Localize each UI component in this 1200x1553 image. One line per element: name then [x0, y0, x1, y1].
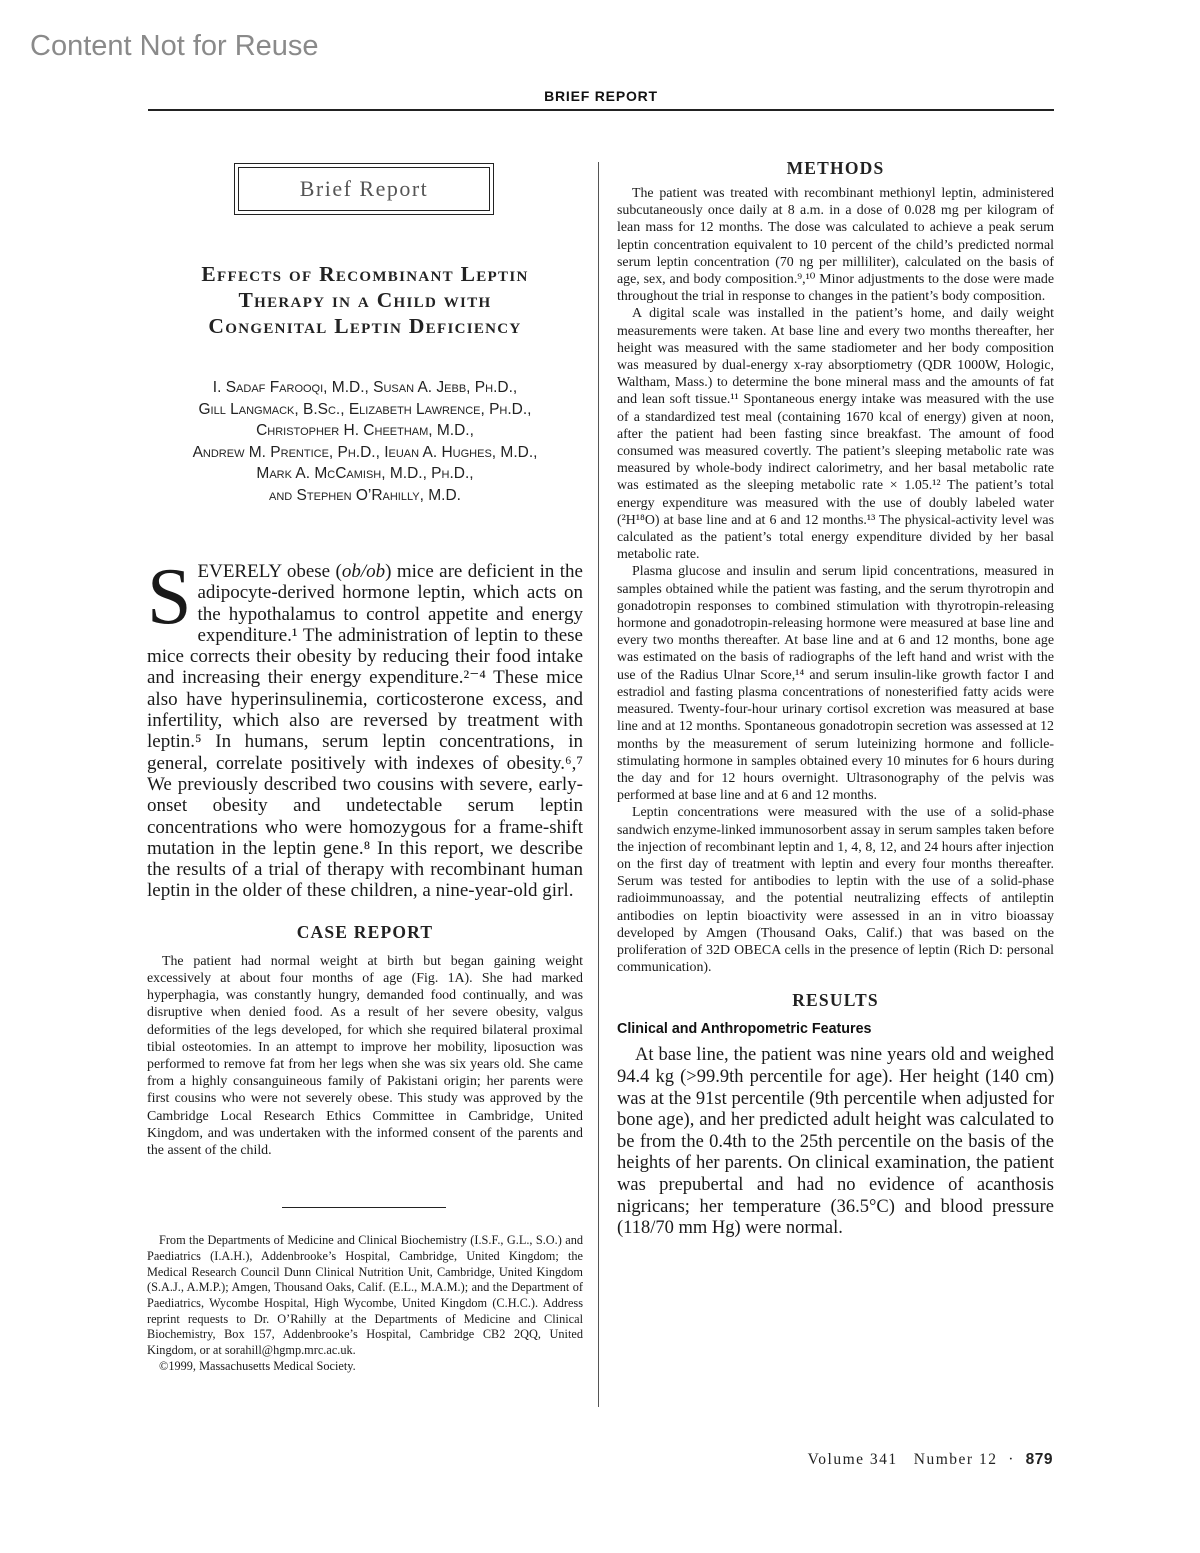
watermark: Content Not for Reuse: [30, 30, 319, 62]
volume-label: Volume 341: [807, 1451, 898, 1468]
author-list: [147, 377, 583, 506]
lead-caps: EVERELY: [197, 561, 282, 582]
footnote: [147, 1233, 583, 1374]
page-folio: [808, 1451, 1053, 1469]
methods-paragraph: Leptin concentrations were measured with the use of a solid-phase sandwich enzyme-linked immunosorbent assay in serum samples taken before the injection of recombinant leptin and 1, 4, 8, 12, and 24 hours after injection on the first day of treatment with leptin and every four months thereafter. Serum was tested for antibodies to leptin with the use of a solid-phase radioimmunoassay, and the potential neutralizing effects of antileptin antibodies on leptin bioactivity were assessed in an in vitro bioassay developed by Amgen (Thousand Oaks, Calif.) that was based on the proliferation of 32D OBECA cells in the presence of leptin (Rich D: personal communication).: [617, 805, 1054, 976]
methods-paragraph: Plasma glucose and insulin and serum lipid concentrations, measured in samples obtained while the patient was fasting, and the serum thyrotropin and gonadotropin responses to combined stimulation with thyrotropin-releasing hormone and gonadotropin-releasing hormone were measured at base line and every two months thereafter. At base line and at 6 and 12 months, bone age was estimated on the basis of radiographs of the left hand and wrist with the use of the Radius Ulnar Score,¹⁴ and serum insulin-like growth factor I and estradiol and fasting plasma concentrations of nonesterified fatty acids were measured. Twenty-four-hour urinary cortisol excretion was measured at base line and at 12 months. Spontaneous gonadotropin secretion was assessed at 12 months by the measurement of serum luteinizing hormone and follicle-stimulating hormone in samples obtained every 10 minutes for 6 hours during the day and for 12 hours overnight. Ultrasonography of the pelvis was performed at base line and at 6 and 12 months.: [617, 564, 1054, 804]
brief-report-box: [234, 163, 494, 215]
author-line: Gill Langmack, B.Sc., Elizabeth Lawrence, Ph.D.,: [198, 400, 532, 418]
author-line: Andrew M. Prentice, Ph.D., Ieuan A. Hughes, M.D.,: [192, 443, 538, 461]
footnote-rule: [282, 1207, 446, 1208]
folio-separator: ·: [1008, 1451, 1015, 1468]
lead-text: ) mice are deficient in the adipocyte-derived hormone leptin, which acts on the hypothalamus to control appetite and energy expenditure.¹ The administration of leptin to these mice corrects their obesity by reducing their food intake and increasing their energy expenditure.²⁻⁴ These mice also have hyperinsulinemia, corticosterone excess, and infertility, which also are reversed by treatment with leptin.⁵ In humans, serum leptin concentrations, in general, correlate positively with indexes of obesity.⁶,⁷ We previously described two cousins with severe, early-onset obesity and undetectable serum leptin concentrations who were homozygous for a frame-shift mutation in the leptin gene.⁸ In this report, we describe the results of a trial of therapy with recombinant human leptin in the older of these children, a nine-year-old girl.: [147, 561, 583, 902]
right-column: [617, 158, 1054, 1240]
column-divider: [598, 162, 599, 1407]
results-heading: RESULTS: [792, 990, 879, 1011]
article-title: [147, 261, 583, 339]
results-subheading: Clinical and Anthropometric Features: [617, 1021, 872, 1038]
results-paragraph: At base line, the patient was nine years old and weighed 94.4 kg (>99.9th percentile for age). Her height (140 cm) was at the 91st percentile (9th percentile when adjusted for bone age), and her predicted adult height was calculated to be from the 0.4th to the 25th percentile on the basis of the heights of her parents. On clinical examination, the patient was prepubertal and had no evidence of acanthosis nigricans; her temperature (36.5°C) and blood pressure (118/70 mm Hg) were normal.: [617, 1045, 1054, 1239]
author-line: Christopher H. Cheetham, M.D.,: [256, 422, 474, 439]
lead-text-start: obese (: [281, 561, 342, 582]
brief-report-label: Brief Report: [238, 167, 490, 211]
header-rule: [148, 109, 1054, 111]
running-head: BRIEF REPORT: [544, 88, 658, 104]
title-line: Congenital Leptin Deficiency: [208, 314, 522, 338]
left-column: [147, 160, 583, 1375]
methods-paragraph: The patient was treated with recombinant methionyl leptin, administered subcutaneously once daily at 8 a.m. in a dose of 0.028 mg per kilogram of lean mass for 12 months. The dose was calculated to achieve a peak serum leptin concentration equivalent to 10 percent of the child’s predicted normal serum leptin concentration (70 ng per milliliter), calculated on the basis of age, sex, and body composition.⁹,¹⁰ Minor adjustments to the dose were made throughout the trial in response to changes in the patient’s body composition.: [617, 186, 1054, 305]
title-line: Effects of Recombinant Leptin: [201, 262, 529, 286]
author-line: I. Sadaf Farooqi, M.D., Susan A. Jebb, Ph.D.,: [212, 379, 518, 396]
drop-cap: S: [147, 553, 192, 641]
title-line: Therapy in a Child with: [238, 288, 492, 312]
page-number: 879: [1025, 1451, 1053, 1468]
author-line: Mark A. McCamish, M.D., Ph.D.,: [256, 465, 474, 482]
footnote-affiliations: From the Departments of Medicine and Clinical Biochemistry (I.S.F., G.L., S.O.) and Paediatrics (I.A.H.), Addenbrooke’s Hospital, Cambridge, United Kingdom; the Medical Research Council Dunn Clinical Nutrition Unit, Cambridge, United Kingdom (S.A.J., A.M.P.); Amgen, Thousand Oaks, Calif. (E.L., M.A.M.); and the Department of Paediatrics, Wycombe Hospital, High Wycombe, United Kingdom (C.H.C.). Address reprint requests to Dr. O’Rahilly at the Departments of Medicine and Clinical Biochemistry, Box 157, Addenbrooke’s Hospital, Cambridge CB2 2QQ, United Kingdom, or at sorahill@hgmp.mrc.ac.uk.: [147, 1233, 583, 1358]
lead-paragraph: [147, 553, 583, 902]
lead-italic: ob/ob: [341, 561, 386, 582]
issue-number: Number 12: [913, 1451, 998, 1468]
case-report-heading: CASE REPORT: [296, 921, 434, 942]
case-report-text: The patient had normal weight at birth but began gaining weight excessively at about four months of age (Fig. 1A). She had marked hyperphagia, was constantly hungry, demanded food continually, and was disruptive when denied food. As a result of her severe obesity, valgus deformities of the legs developed, for which she required bilateral proximal tibial osteotomies. In an attempt to improve her mobility, liposuction was performed to remove fat from her legs when she was six years old. She came from a highly consanguineous family of Pakistani origin; her parents were first cousins who were not severely obese. This study was approved by the Cambridge Local Research Ethics Committee in Cambridge, United Kingdom, and was undertaken with the informed consent of the parents and the assent of the child.: [147, 953, 583, 1158]
methods-heading: METHODS: [786, 158, 885, 178]
footnote-copyright: ©1999, Massachusetts Medical Society.: [159, 1358, 356, 1373]
methods-paragraph: A digital scale was installed in the patient’s home, and daily weight measurements were taken. At base line and every two months thereafter, her height was measured with the same stadiometer and her body composition was measured by dual-energy x-ray absorptiometry (QDR 1000W, Hologic, Waltham, Mass.) to determine the bone mineral mass and the amounts of fat and lean soft tissue.¹¹ Spontaneous energy intake was measured with the use of a standardized test meal (containing 1670 kcal of energy) given at noon, after the patient had been fasting since breakfast. The amount of food consumed was measured covertly. The patient’s sleeping metabolic rate was measured by whole-body indirect calorimetry, and her basal metabolic rate was estimated as the sleeping metabolic rate × 1.05.¹² The patient’s total energy expenditure was measured with the use of doubly labeled water (²H¹⁸O) at base line and at 6 and 12 months.¹³ The physical-activity level was calculated as the patient’s total energy expenditure divided by her basal metabolic rate.: [617, 306, 1054, 563]
author-line: and Stephen O’Rahilly, M.D.: [269, 486, 461, 504]
